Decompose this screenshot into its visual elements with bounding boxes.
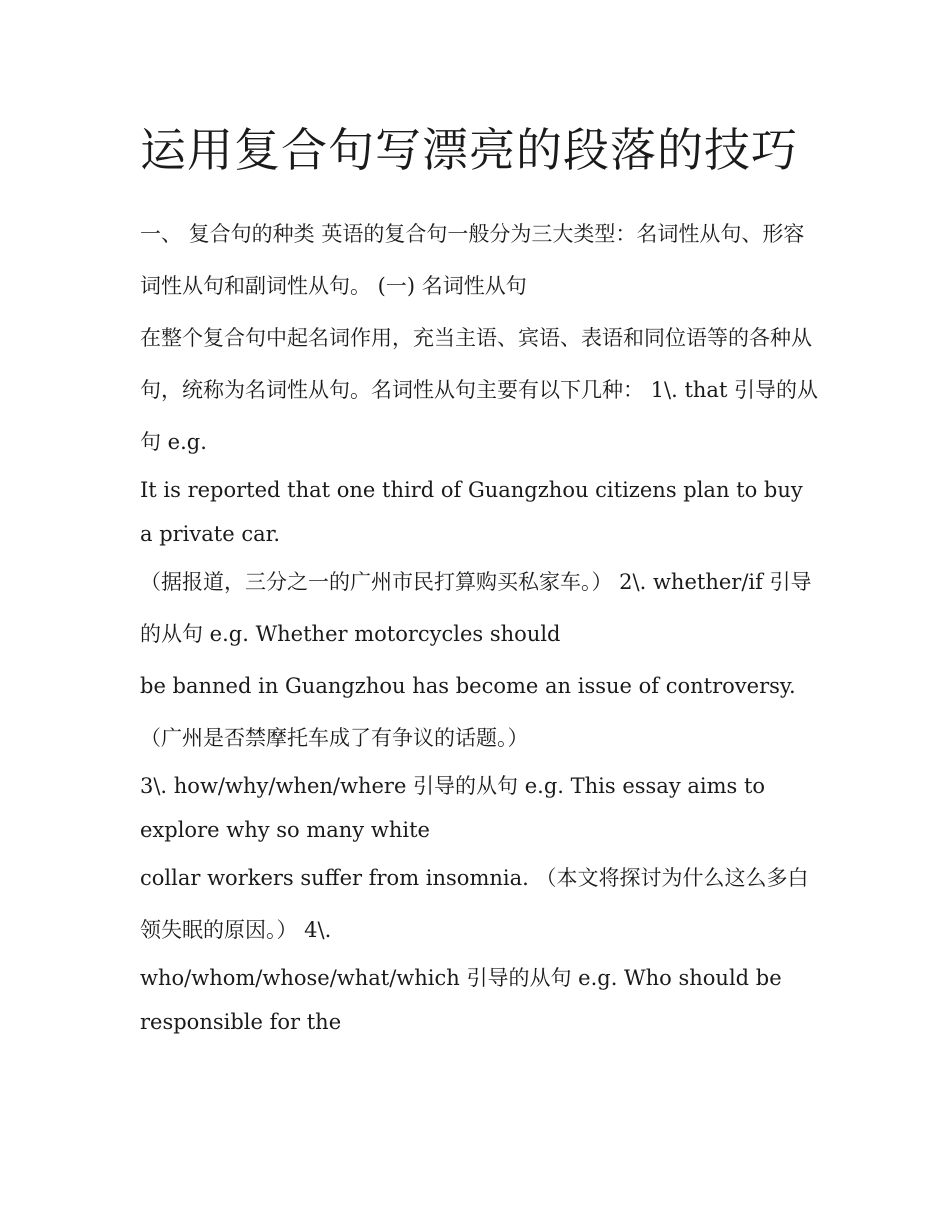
paragraph-4: （据报道，三分之一的广州市民打算购买私家车。） 2\. whether/if 引导的从句 e.g. Whether motorcycles should [140, 570, 812, 646]
paragraph-7: collar workers suffer from insomnia. （本文将探讨为什么这么多白领失眠的原因。） 4\. [140, 866, 809, 942]
paragraph-8: who/whom/whose/what/which 引导的从句 e.g. Who should be responsible for the [140, 966, 782, 1034]
paragraph-6: 3\. how/why/when/where 引导的从句 e.g. This essay aims to explore why so many white [140, 774, 766, 842]
document-body [140, 112, 820, 1044]
paragraph-2: 在整个复合句中起名词作用，充当主语、宾语、表语和同位语等的各种从句，统称为名词性从句。名词性从句主要有以下几种： 1\. that 引导的从句 e.g. [140, 326, 819, 454]
paragraph-1: 一、 复合句的种类 英语的复合句一般分为三大类型：名词性从句、形容词性从句和副词性从句。 (一) 名词性从句 [140, 222, 805, 298]
paragraph-5: be banned in Guangzhou has become an issue of controversy.（广州是否禁摩托车成了有争议的话题。） [140, 674, 796, 750]
paragraph-3: It is reported that one third of Guangzhou citizens plan to buy a private car. [140, 478, 803, 546]
document-title: 运用复合句写漂亮的段落的技巧 [140, 123, 798, 177]
